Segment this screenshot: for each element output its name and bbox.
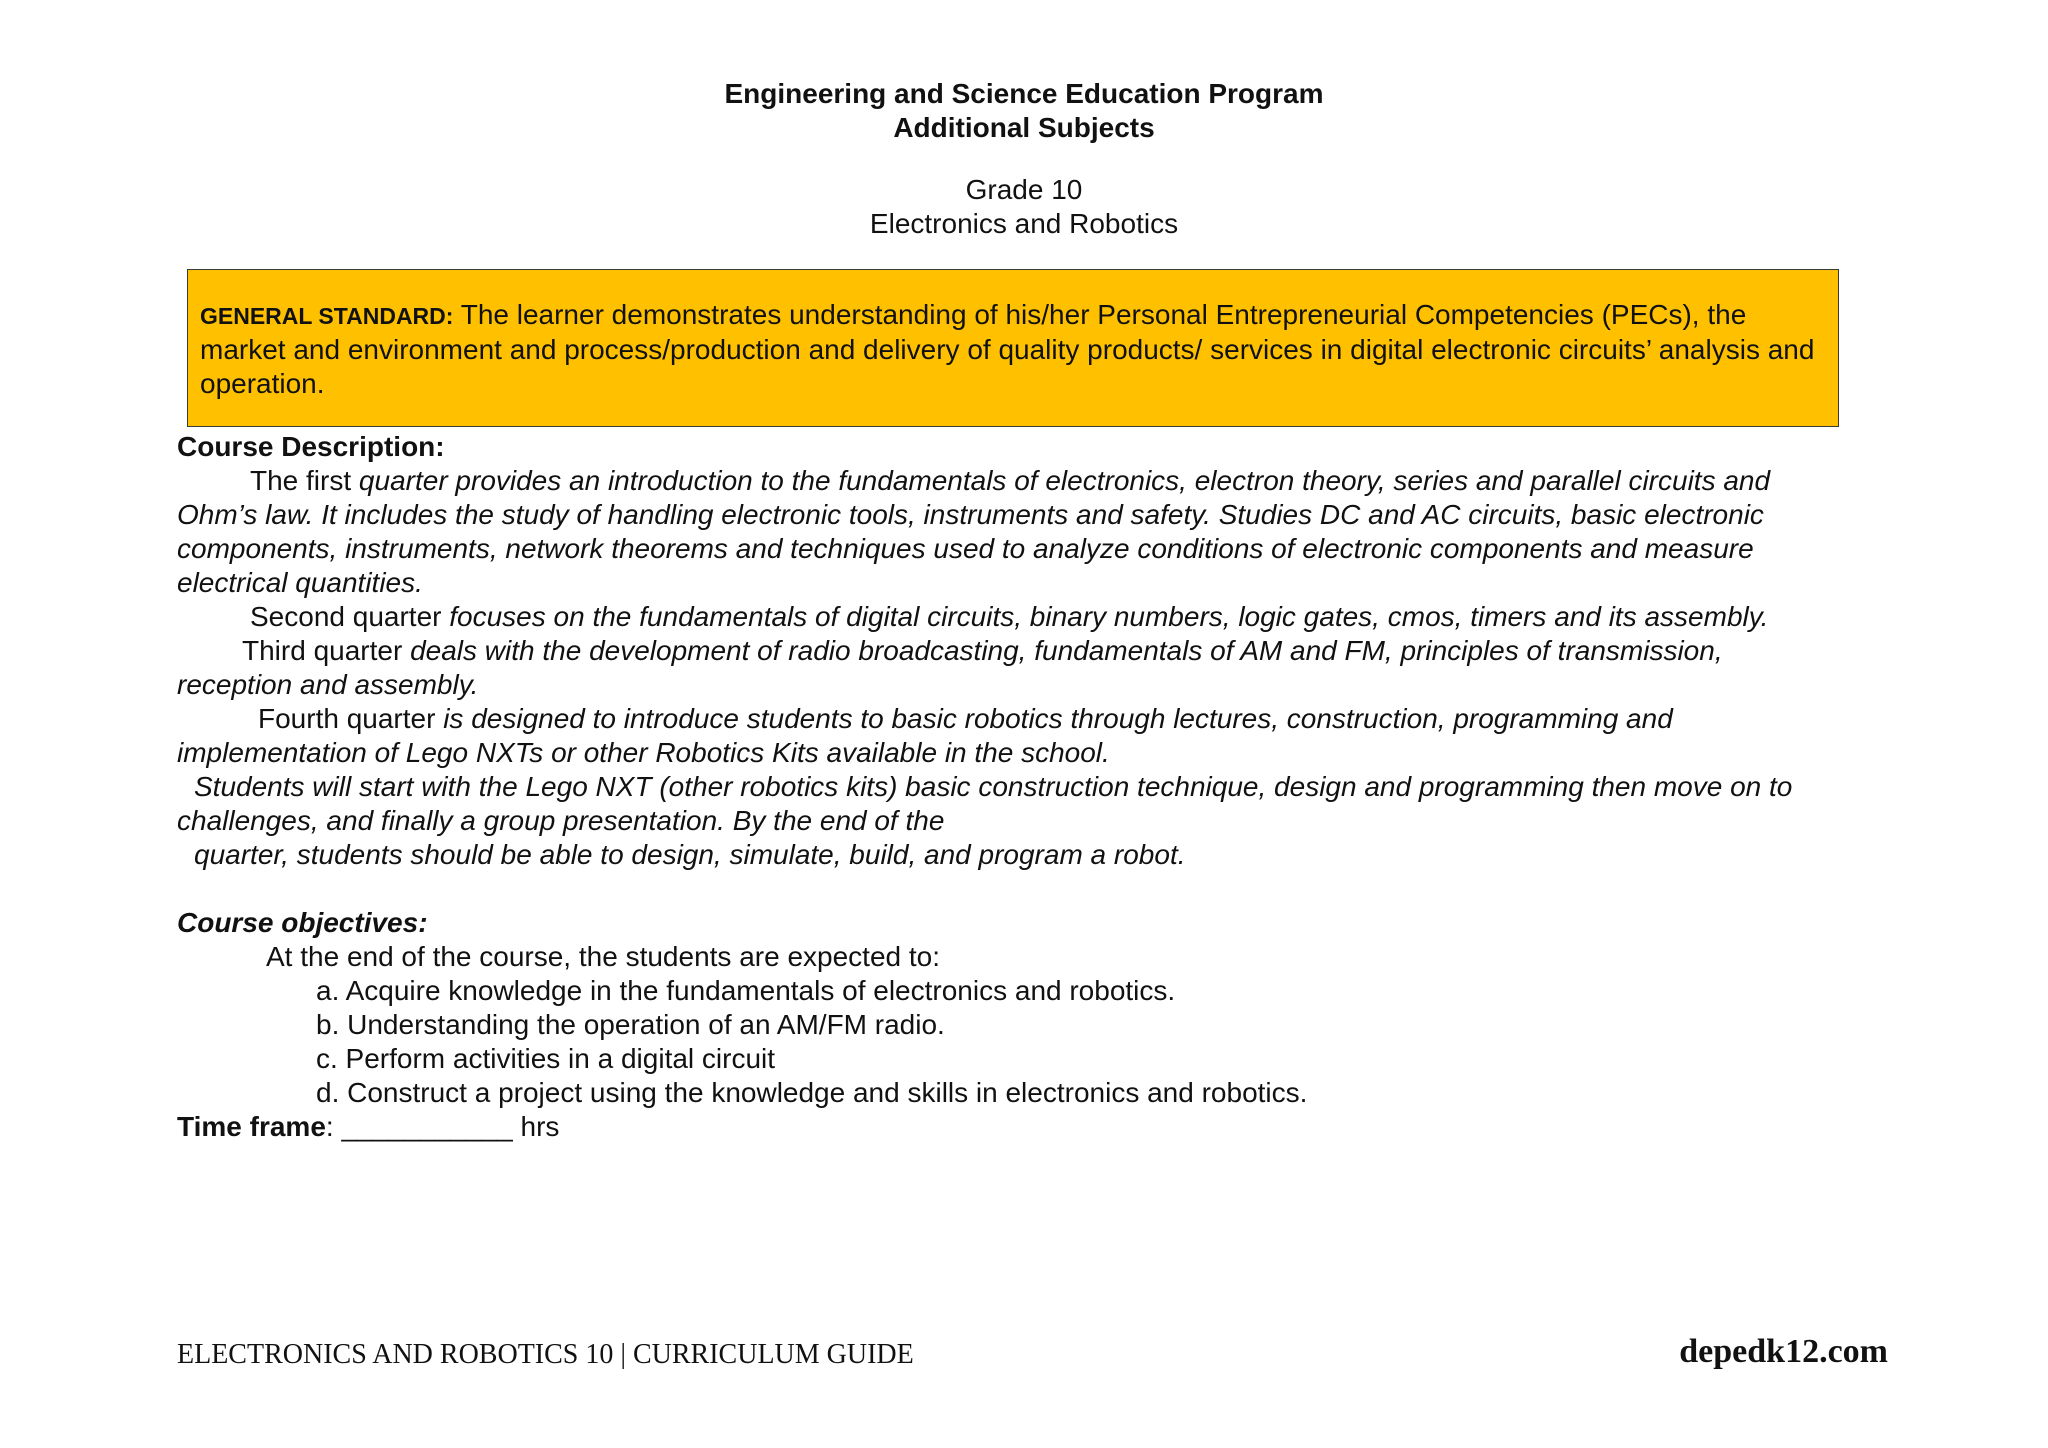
q3-text-1: deals with the development of radio broadcasting, fundamentals of AM and FM, principles of transmission, [410, 635, 1723, 666]
students-line-3: quarter, students should be able to design, simulate, build, and program a robot. [194, 839, 1186, 870]
q2-line [250, 601, 1768, 633]
q3-line-1 [242, 635, 1723, 667]
q2-text: focuses on the fundamentals of digital circuits, binary numbers, logic gates, cmos, timers and its assembly. [441, 601, 1769, 632]
q1-text-1: quarter provides an introduction to the fundamentals of electronics, electron theory, series and parallel circuits and [358, 465, 1771, 496]
q1-line-2: Ohm’s law. It includes the study of handling electronic tools, instruments and safety. Studies DC and AC circuits, basic electronic [177, 499, 1764, 530]
q1-prefix: The first [250, 465, 359, 496]
course-objectives-heading: Course objectives: [177, 907, 428, 938]
program-subtitle: Additional Subjects [893, 112, 1155, 143]
q4-line-2: implementation of Lego NXTs or other Robotics Kits available in the school. [177, 737, 1110, 768]
time-frame-label: Time frame [177, 1111, 326, 1142]
time-frame-value: : ___________ hrs [325, 1111, 560, 1142]
q1-line-3: components, instruments, network theorems and techniques used to analyze conditions of electronic components and measure [177, 533, 1754, 564]
program-title: Engineering and Science Education Program [724, 78, 1324, 109]
q3-prefix: Third quarter [242, 635, 411, 666]
footer-site: depedk12.com [1679, 1333, 1888, 1370]
general-standard-body: The learner demonstrates understanding of his/her Personal Entrepreneurial Competencies (PECs), the market and environment and process/production and delivery of quality products/ services in digital electronic circuits’ analysis and operation. [200, 299, 1815, 399]
students-line-2: challenges, and finally a group presentation. By the end of the [177, 805, 945, 836]
time-frame [177, 1111, 559, 1143]
q1-line-4: electrical quantities. [177, 567, 423, 598]
objective-item: b. Understanding the operation of an AM/FM radio. [316, 1009, 945, 1040]
course-description-heading: Course Description: [177, 431, 445, 462]
footer-guide-title: ELECTRONICS AND ROBOTICS 10 | CURRICULUM GUIDE [177, 1339, 914, 1370]
objective-item: a. Acquire knowledge in the fundamentals of electronics and robotics. [316, 975, 1176, 1006]
q1-line-1 [250, 465, 1770, 497]
q4-text-1: is designed to introduce students to basic robotics through lectures, construction, programming and [435, 703, 1673, 734]
objective-item: c. Perform activities in a digital circuit [316, 1043, 776, 1074]
objectives-intro: At the end of the course, the students are expected to: [266, 941, 940, 972]
general-standard-box [187, 269, 1839, 427]
q4-prefix: Fourth quarter [258, 703, 436, 734]
students-line-1: Students will start with the Lego NXT (other robotics kits) basic construction technique, design and programming then move on to [194, 771, 1793, 802]
q3-line-2: reception and assembly. [177, 669, 479, 700]
course-title: Electronics and Robotics [869, 208, 1179, 239]
grade-label: Grade 10 [965, 174, 1083, 205]
q2-prefix: Second quarter [250, 601, 442, 632]
q4-line-1 [258, 703, 1673, 735]
general-standard-label: GENERAL STANDARD: [200, 303, 454, 329]
objective-item: d. Construct a project using the knowledge and skills in electronics and robotics. [316, 1077, 1308, 1108]
general-standard-text [200, 298, 1820, 401]
